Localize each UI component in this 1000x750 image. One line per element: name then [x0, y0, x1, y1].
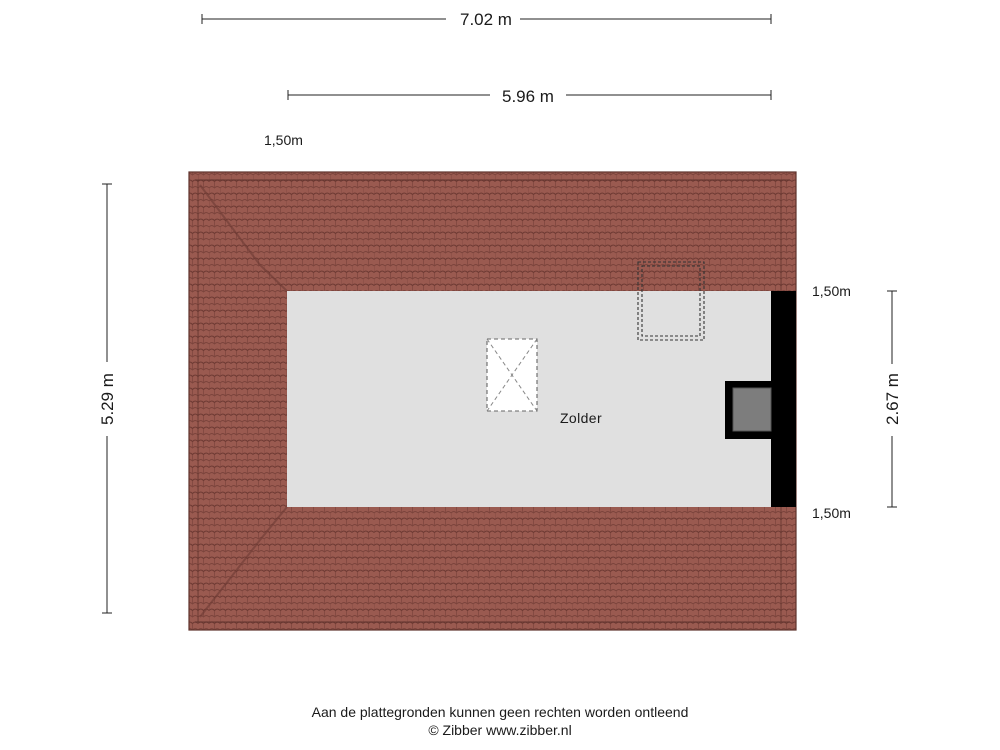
dimension-left-height-label: 5.29 m: [98, 373, 117, 425]
room-label-zolder: Zolder: [559, 410, 603, 426]
footer-disclaimer: Aan de plattegronden kunnen geen rechten worden ontleend: [311, 704, 689, 720]
dimension-left-height: [98, 184, 117, 613]
dimension-right-height: [883, 291, 902, 507]
eave-height-right-bottom-label: 1,50m: [812, 505, 851, 521]
eave-height-right-top-label: 1,50m: [812, 283, 851, 299]
chimney: [725, 381, 775, 439]
dimension-top-inner: [288, 87, 771, 106]
loft-hatch: [487, 339, 537, 411]
footer-copyright: © Zibber www.zibber.nl: [428, 722, 572, 738]
dimension-top-total-label: 7.02 m: [460, 10, 512, 29]
dimension-right-height-label: 2.67 m: [883, 373, 902, 425]
dimension-top-total: [202, 10, 771, 29]
eave-height-top-left-label: 1,50m: [264, 132, 303, 148]
dimension-top-inner-label: 5.96 m: [502, 87, 554, 106]
